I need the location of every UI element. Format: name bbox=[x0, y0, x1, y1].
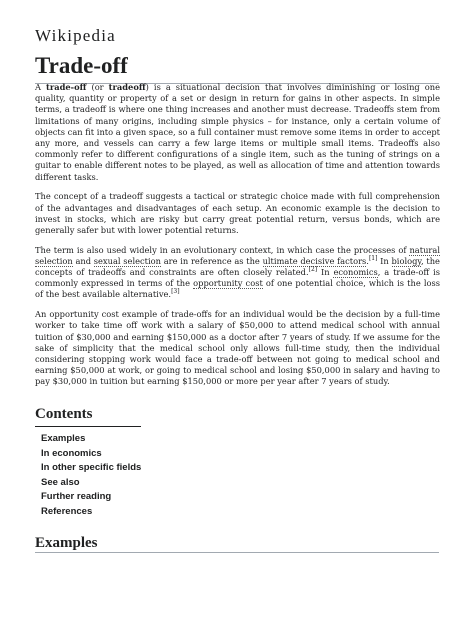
section-divider bbox=[35, 552, 439, 553]
article-body bbox=[35, 82, 440, 396]
table-of-contents bbox=[35, 404, 145, 519]
link-economics[interactable]: economics bbox=[333, 267, 378, 278]
text-run: ) is a situational decision that involves diminishing or losing one quality, quantity or property of a set or design in return for gains in other aspects. In simple terms, a tradeoff is where one thing increases and another must decrease. Tradeoffs stem from limitations of many origins, including simple physics – for instance, only a certain volume of objects can fit into a given space, so a full container must remove some items in order to accept any more, and vessels can carry a few large items or multiple small items. Tradeoffs also commonly refer to different configurations of a single item, such as the tuning of strings on a guitar to enable different notes to be played, as well as allocation of time and attention towards different tasks. bbox=[35, 82, 440, 182]
contents-item-examples[interactable]: Examples bbox=[41, 433, 86, 444]
section-heading-examples: Examples bbox=[35, 535, 98, 551]
contents-item-in-other-specific-fields[interactable]: In other specific fields bbox=[41, 462, 142, 473]
text-run: In bbox=[377, 255, 392, 266]
paragraph-intro bbox=[35, 82, 440, 183]
contents-item-further-reading[interactable]: Further reading bbox=[41, 491, 112, 502]
text-run: , a trade-off is commonly expressed in terms of the bbox=[35, 267, 441, 289]
text-run: . bbox=[366, 255, 369, 266]
text-run: In bbox=[317, 267, 334, 278]
text-run: and bbox=[72, 255, 94, 266]
paragraph-concept: The concept of a tradeoff suggests a tactical or strategic choice made with full comprehension of the advantages and disadvantages of each setup. An economic example is the decision to invest in stocks, which are risky but carry great potential return, versus bonds, which are generally safer but with lower potential returns. bbox=[35, 191, 440, 235]
reference-1[interactable]: [1] bbox=[368, 255, 378, 263]
text-run: , the concepts of tradeoffs and constraints are often closely related. bbox=[35, 255, 440, 278]
wikipedia-wordmark: Wikipedia bbox=[35, 26, 116, 45]
text-run: The term is also used widely in an evolutionary context, in which case the processes of bbox=[35, 244, 410, 255]
page-title: Trade-off bbox=[35, 53, 128, 78]
term-trade-off: trade-off bbox=[46, 82, 87, 92]
text-run: of one potential choice, which is the loss of the best available alternative. bbox=[35, 278, 440, 300]
contents-divider bbox=[35, 426, 141, 427]
link-biology[interactable]: biology bbox=[391, 255, 422, 266]
text-run: (or bbox=[86, 82, 109, 92]
contents-list bbox=[35, 432, 145, 519]
contents-item-references[interactable]: References bbox=[41, 505, 93, 517]
paragraph-opportunity-cost: An opportunity cost example of trade-offs for an individual would be the decision by a full-time worker to take time off work with a salary of $50,000 to attend medical school with annual tuition of $30,000 and earning $150,000 as a doctor after 7 years of study. If we assume for the sake of simplicity that the medical school only allows full-time study, then the individual considering stopping work would face a trade-off between not going to medical school and earning $50,000 at work, or going to medical school and losing $50,000 in salary and having to pay $30,000 in tuition but earning $150,000 or more per year after 7 years of study. bbox=[35, 309, 440, 387]
text-run: A bbox=[35, 82, 46, 92]
link-sexual-selection[interactable]: sexual selection bbox=[93, 255, 161, 266]
link-natural-selection[interactable]: natural selection bbox=[35, 244, 440, 266]
paragraph-evolution bbox=[35, 245, 440, 301]
text-run: are in reference as the bbox=[160, 255, 263, 266]
contents-item-in-economics[interactable]: In economics bbox=[41, 447, 102, 459]
link-ultimate-decisive-factors[interactable]: ultimate decisive factors bbox=[262, 255, 367, 266]
term-tradeoff: tradeoff bbox=[108, 82, 146, 92]
reference-3[interactable]: [3] bbox=[171, 288, 180, 296]
contents-item-see-also[interactable]: See also bbox=[41, 476, 80, 488]
reference-2[interactable]: [2] bbox=[308, 266, 318, 274]
link-opportunity-cost[interactable]: opportunity cost bbox=[193, 278, 263, 289]
contents-heading: Contents bbox=[35, 406, 93, 422]
